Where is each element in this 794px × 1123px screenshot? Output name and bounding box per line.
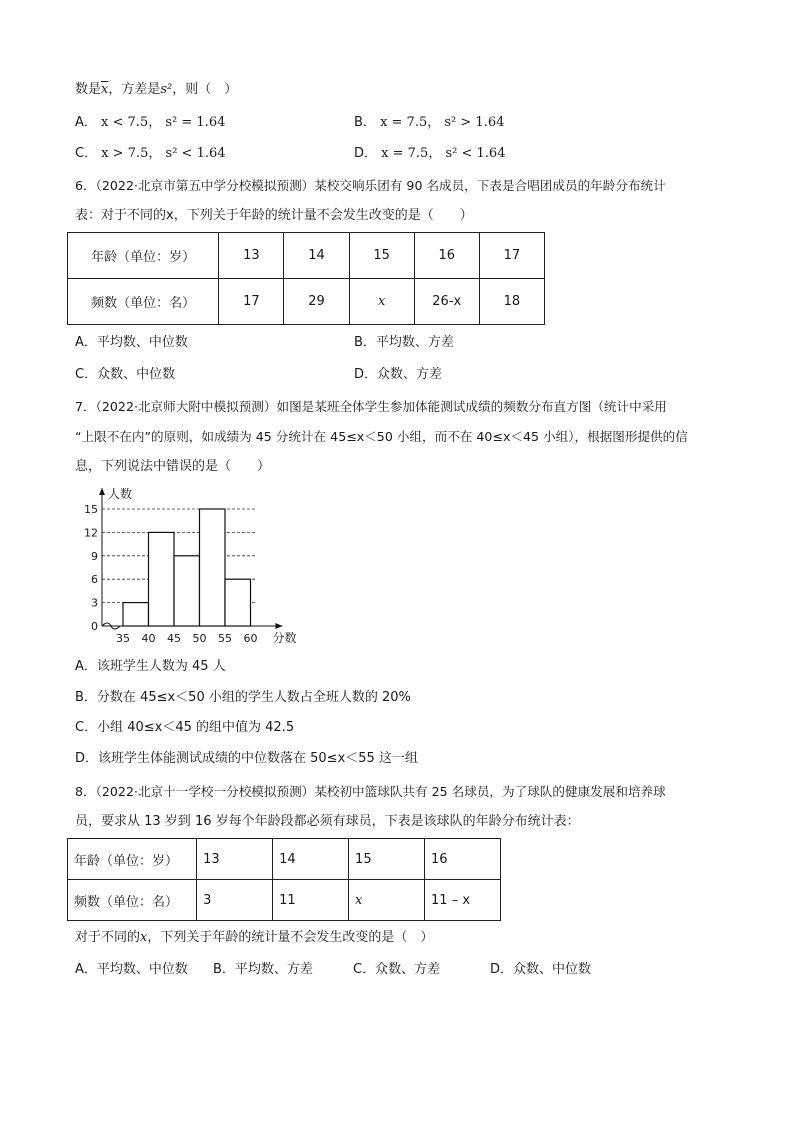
q5-option-c[interactable]: C． x > 7.5， s² < 1.64 [75, 146, 226, 161]
x-tick-label-55: 55 [218, 632, 232, 645]
histogram-bar-55-60 [225, 579, 251, 626]
q5-option-b[interactable]: B． x = 7.5， s² > 1.64 [354, 115, 505, 130]
q5-stem [75, 80, 237, 100]
y-tick-label-12: 12 [84, 526, 98, 540]
table-cell: 26-x [414, 279, 479, 325]
variable-x: x [140, 930, 148, 945]
table-cell: 11 [273, 880, 349, 921]
q6-stem-line2: 表：对于不同的x，下列关于年龄的统计量不会发生改变的是（ ） [75, 208, 473, 223]
table-header-cell: 频数（单位：名） [68, 279, 219, 325]
q8-option-d[interactable]: D．众数、中位数 [490, 962, 592, 977]
q8-question-text-2: ，下列关于年龄的统计量不会发生改变的是（ ） [147, 930, 434, 945]
q8-stem-line1: 8．（2022·北京十一学校一分校模拟预测）某校初中篮球队共有 25 名球员，为了球队的健康发展和培养球 [75, 784, 666, 799]
y-axis-title: 人数 [108, 487, 133, 501]
histogram-bar-45-50 [174, 556, 200, 626]
q6-option-c[interactable]: C．众数、中位数 [75, 367, 176, 382]
table-cell: 16 [414, 233, 479, 279]
table-header-cell: 频数（单位：名） [68, 880, 197, 921]
q5-option-a[interactable]: A． x < 7.5， s² = 1.64 [75, 115, 226, 130]
q8-stem-line2: 员，要求从 13 岁到 16 岁每个年龄段都必须有球员，下表是该球队的年龄分布统计表： [75, 814, 580, 829]
y-tick-label-3: 3 [91, 596, 98, 610]
histogram-bar-40-45 [149, 532, 175, 626]
mean-relation: x < 7.5 [101, 115, 149, 130]
y-tick-label-6: 6 [91, 573, 98, 587]
q5-stem-text-3: ，则（ ） [172, 82, 238, 97]
table-cell: 18 [479, 279, 544, 325]
histogram-bar-50-55 [200, 509, 226, 626]
table-cell: 16 [425, 839, 501, 880]
q7-option-b[interactable]: B．分数在 45≤x＜50 小组的学生人数占全班人数的 20% [75, 690, 411, 705]
table-cell: 15 [349, 233, 414, 279]
variance-relation: s² > 1.64 [444, 115, 505, 130]
q5-option-d[interactable]: D． x = 7.5， s² < 1.64 [354, 146, 506, 161]
q7-option-c[interactable]: C．小组 40≤x＜45 的组中值为 42.5 [75, 720, 295, 735]
histogram-bar-35-40 [123, 603, 149, 626]
q7-option-d[interactable]: D．该班学生体能测试成绩的中位数落在 50≤x＜55 这一组 [75, 751, 418, 766]
q6-option-a[interactable]: A．平均数、中位数 [75, 335, 188, 350]
y-axis-arrow [99, 488, 105, 495]
x-axis-arrow [276, 623, 283, 629]
variance-relation: s² < 1.64 [165, 146, 226, 161]
q8-question-text-1: 对于不同的 [75, 930, 141, 945]
x-tick-label-50: 50 [192, 632, 207, 645]
option-letter: A． [75, 115, 97, 130]
q7-stem-line1: 7．（2022·北京师大附中模拟预测）如图是某班全体学生参加体能测试成绩的频数分布直方图（统计中采用 [75, 399, 667, 414]
option-letter: D． [354, 146, 378, 161]
table-header-cell: 年龄（单位：岁） [68, 839, 197, 880]
q6-stem-line1: 6．（2022·北京市第五中学分校模拟预测）某校交响乐团有 90 名成员，下表是合唱团成员的年龄分布统计 [75, 178, 666, 193]
table-cell: 14 [273, 839, 349, 880]
table-row [68, 880, 501, 921]
q5-stem-text-2: ，方差是 [108, 82, 161, 97]
q8-question [75, 928, 433, 948]
x-tick-label-40: 40 [141, 632, 156, 645]
mean-relation: x = 7.5 [381, 146, 429, 161]
q5-stem-text-1: 数是 [75, 82, 102, 97]
table-cell: 17 [219, 279, 284, 325]
table-cell: 11 – x [425, 880, 501, 921]
table-cell: x [349, 279, 414, 325]
q6-age-table [67, 232, 545, 325]
frequency-histogram [78, 484, 308, 650]
q6-option-b[interactable]: B．平均数、方差 [354, 335, 454, 350]
q6-option-d[interactable]: D．众数、方差 [354, 367, 443, 382]
mean-symbol: $\overline{x}$ [101, 82, 109, 97]
variance-relation: s² = 1.64 [165, 115, 226, 130]
q8-age-table [67, 838, 501, 921]
table-cell: 3 [197, 880, 273, 921]
x-tick-label-45: 45 [167, 632, 181, 645]
q8-option-b[interactable]: B．平均数、方差 [213, 962, 313, 977]
q8-option-c[interactable]: C．众数、方差 [353, 962, 441, 977]
table-cell: x [349, 880, 425, 921]
y-tick-label-0: 0 [91, 620, 98, 633]
table-row [68, 839, 501, 880]
table-cell: 15 [349, 839, 425, 880]
table-row [68, 279, 545, 325]
q7-option-a[interactable]: A．该班学生人数为 45 人 [75, 659, 226, 674]
q8-option-a[interactable]: A．平均数、中位数 [75, 962, 188, 977]
variance-relation: s² < 1.64 [445, 146, 506, 161]
x-tick-label-60: 60 [243, 632, 258, 645]
table-cell: 17 [479, 233, 544, 279]
table-row [68, 233, 545, 279]
histogram-bars [123, 509, 251, 626]
mean-relation: x > 7.5 [101, 146, 149, 161]
variance-symbol: s² [160, 82, 173, 97]
table-cell: 13 [219, 233, 284, 279]
option-letter: B． [354, 115, 376, 130]
option-letter: C． [75, 146, 98, 161]
table-cell: 14 [284, 233, 349, 279]
table-header-cell: 年龄（单位：岁） [68, 233, 219, 279]
y-tick-label-15: 15 [84, 503, 98, 516]
mean-relation: x = 7.5 [380, 115, 428, 130]
x-tick-label-35: 35 [116, 632, 130, 645]
y-tick-label-9: 9 [91, 549, 98, 563]
x-axis-title: 分数 [272, 631, 297, 645]
q7-stem-line2: “上限不在内”的原则，如成绩为 45 分统计在 45≤x＜50 小组，而不在 40≤x＜45 小组），根据图形提供的信 [75, 429, 688, 444]
table-cell: 29 [284, 279, 349, 325]
q7-stem-line3: 息，下列说法中错误的是（ ） [75, 459, 271, 474]
table-cell: 13 [197, 839, 273, 880]
